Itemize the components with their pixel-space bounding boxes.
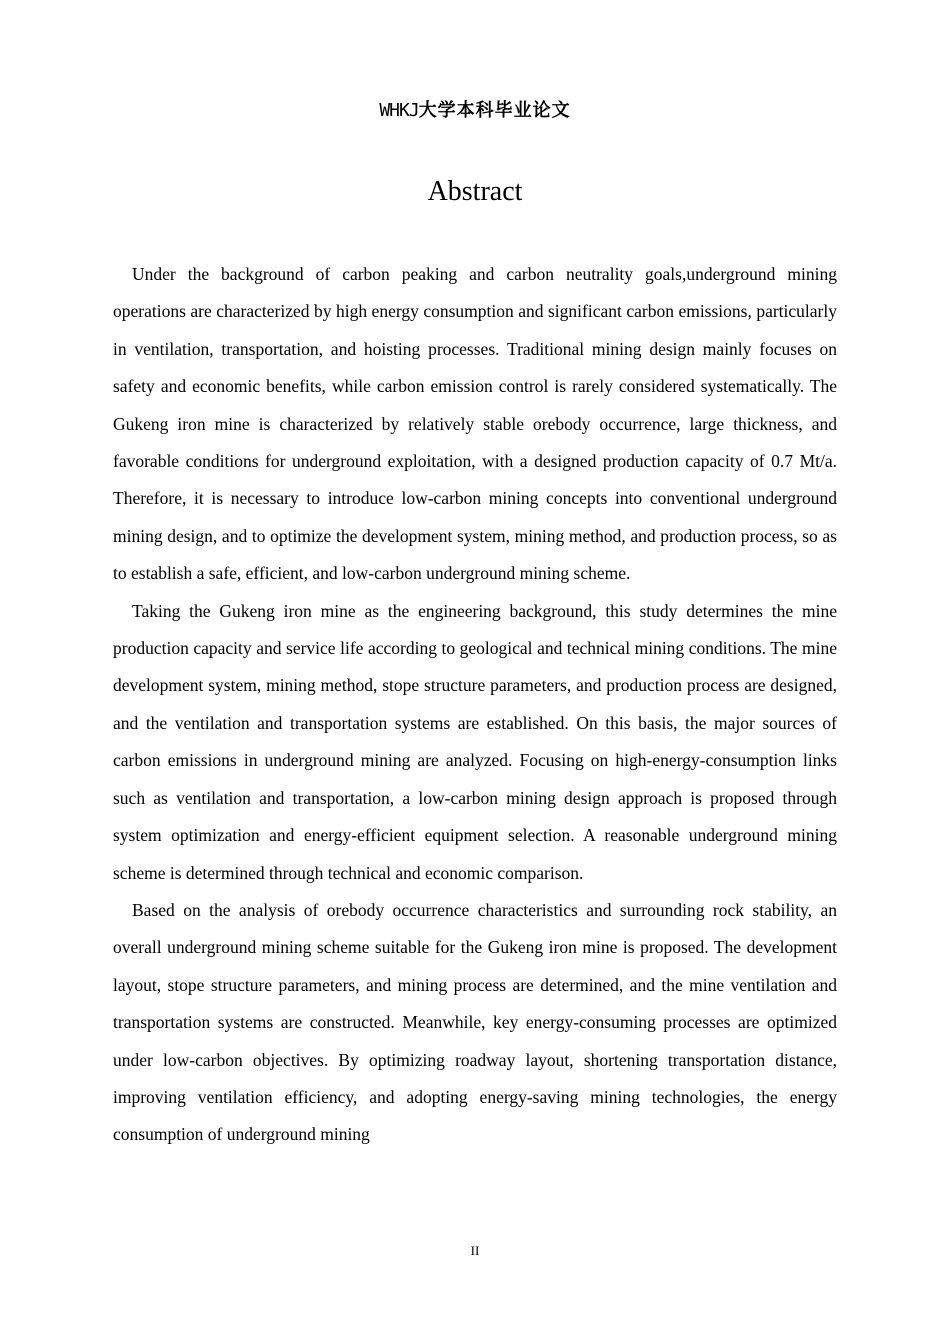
- header-university-code: WHKJ: [379, 100, 419, 121]
- header-thesis-label: 大学本科毕业论文: [418, 100, 571, 121]
- abstract-paragraph-1: Under the background of carbon peaking and carbon neutrality goals,underground mining operations are characterized by high energy consumption and significant carbon emissions, particularly in ventilation, transportation, and hoisting processes. Traditional mining design mainly focuses on safety and economic benefits, while carbon emission control is rarely considered systematically. The Gukeng iron mine is characterized by relatively stable orebody occurrence, large thickness, and favorable conditions for underground exploitation, with a designed production capacity of 0.7 Mt/a. Therefore, it is necessary to introduce low-carbon mining concepts into conventional underground mining design, and to optimize the development system, mining method, and production process, so as to establish a safe, efficient, and low-carbon underground mining scheme.: [113, 264, 837, 584]
- page-number: II: [470, 1243, 480, 1258]
- abstract-title: Abstract: [427, 176, 523, 207]
- abstract-body: [113, 256, 837, 1154]
- abstract-paragraph-3: Based on the analysis of orebody occurrence characteristics and surrounding rock stability, an overall underground mining scheme suitable for the Gukeng iron mine is proposed. The development layout, stope structure parameters, and mining process are determined, and the mine ventilation and transportation systems are constructed. Meanwhile, key energy-consuming processes are optimized under low-carbon objectives. By optimizing roadway layout, shortening transportation distance, improving ventilation efficiency, and adopting energy-saving mining technologies, the energy consumption of underground mining: [113, 899, 837, 1145]
- page-header: [0, 96, 950, 122]
- abstract-paragraph-2: Taking the Gukeng iron mine as the engineering background, this study determines the mine production capacity and service life according to geological and technical mining conditions. The mine development system, mining method, stope structure parameters, and production process are designed, and the ventilation and transportation systems are established. On this basis, the major sources of carbon emissions in underground mining are analyzed. Focusing on high-energy-consumption links such as ventilation and transportation, a low-carbon mining design approach is proposed through system optimization and energy-efficient equipment selection. A reasonable underground mining scheme is determined through technical and economic comparison.: [113, 600, 837, 883]
